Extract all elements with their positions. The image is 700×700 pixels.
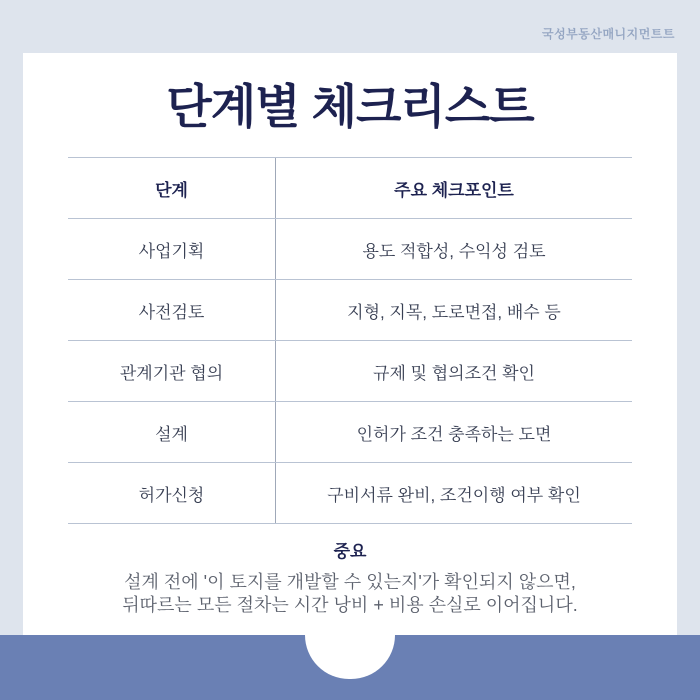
- note-heading: 중요: [333, 542, 367, 561]
- checklist-table: [68, 157, 632, 524]
- note-text-line2: 뒤따르는 모든 절차는 시간 낭비 + 비용 손실로 이어집니다.: [122, 595, 578, 615]
- table-row: [68, 402, 632, 463]
- brand-logo-text: 국성부동산매니지먼트트: [541, 27, 675, 41]
- stage-cell: 사업기획: [68, 219, 276, 279]
- table-row: [68, 280, 632, 341]
- checkpoint-cell: 구비서류 완비, 조건이행 여부 확인: [327, 485, 581, 505]
- stage-cell: 설계: [68, 402, 276, 462]
- page-title: 단계별 체크리스트: [166, 80, 534, 133]
- column-header-checkpoint: 주요 체크포인트: [394, 180, 514, 200]
- important-note: [23, 537, 677, 617]
- note-text-line1: 설계 전에 '이 토지를 개발할 수 있는지'가 확인되지 않으면,: [124, 572, 576, 592]
- stage-cell: 허가신청: [68, 463, 276, 523]
- column-header-stage: 단계: [68, 158, 276, 218]
- checkpoint-cell: 지형, 지목, 도로면접, 배수 등: [347, 302, 561, 322]
- table-row: [68, 463, 632, 524]
- stage-cell: 사전검토: [68, 280, 276, 340]
- table-row: [68, 341, 632, 402]
- stage-cell: 관계기관 협의: [68, 341, 276, 401]
- checkpoint-cell: 용도 적합성, 수익성 검토: [362, 241, 546, 261]
- checkpoint-cell: 규제 및 협의조건 확인: [373, 363, 535, 383]
- checkpoint-cell: 인허가 조건 충족하는 도면: [356, 424, 552, 444]
- table-row: [68, 219, 632, 280]
- content-card: [23, 53, 677, 635]
- table-header-row: [68, 158, 632, 219]
